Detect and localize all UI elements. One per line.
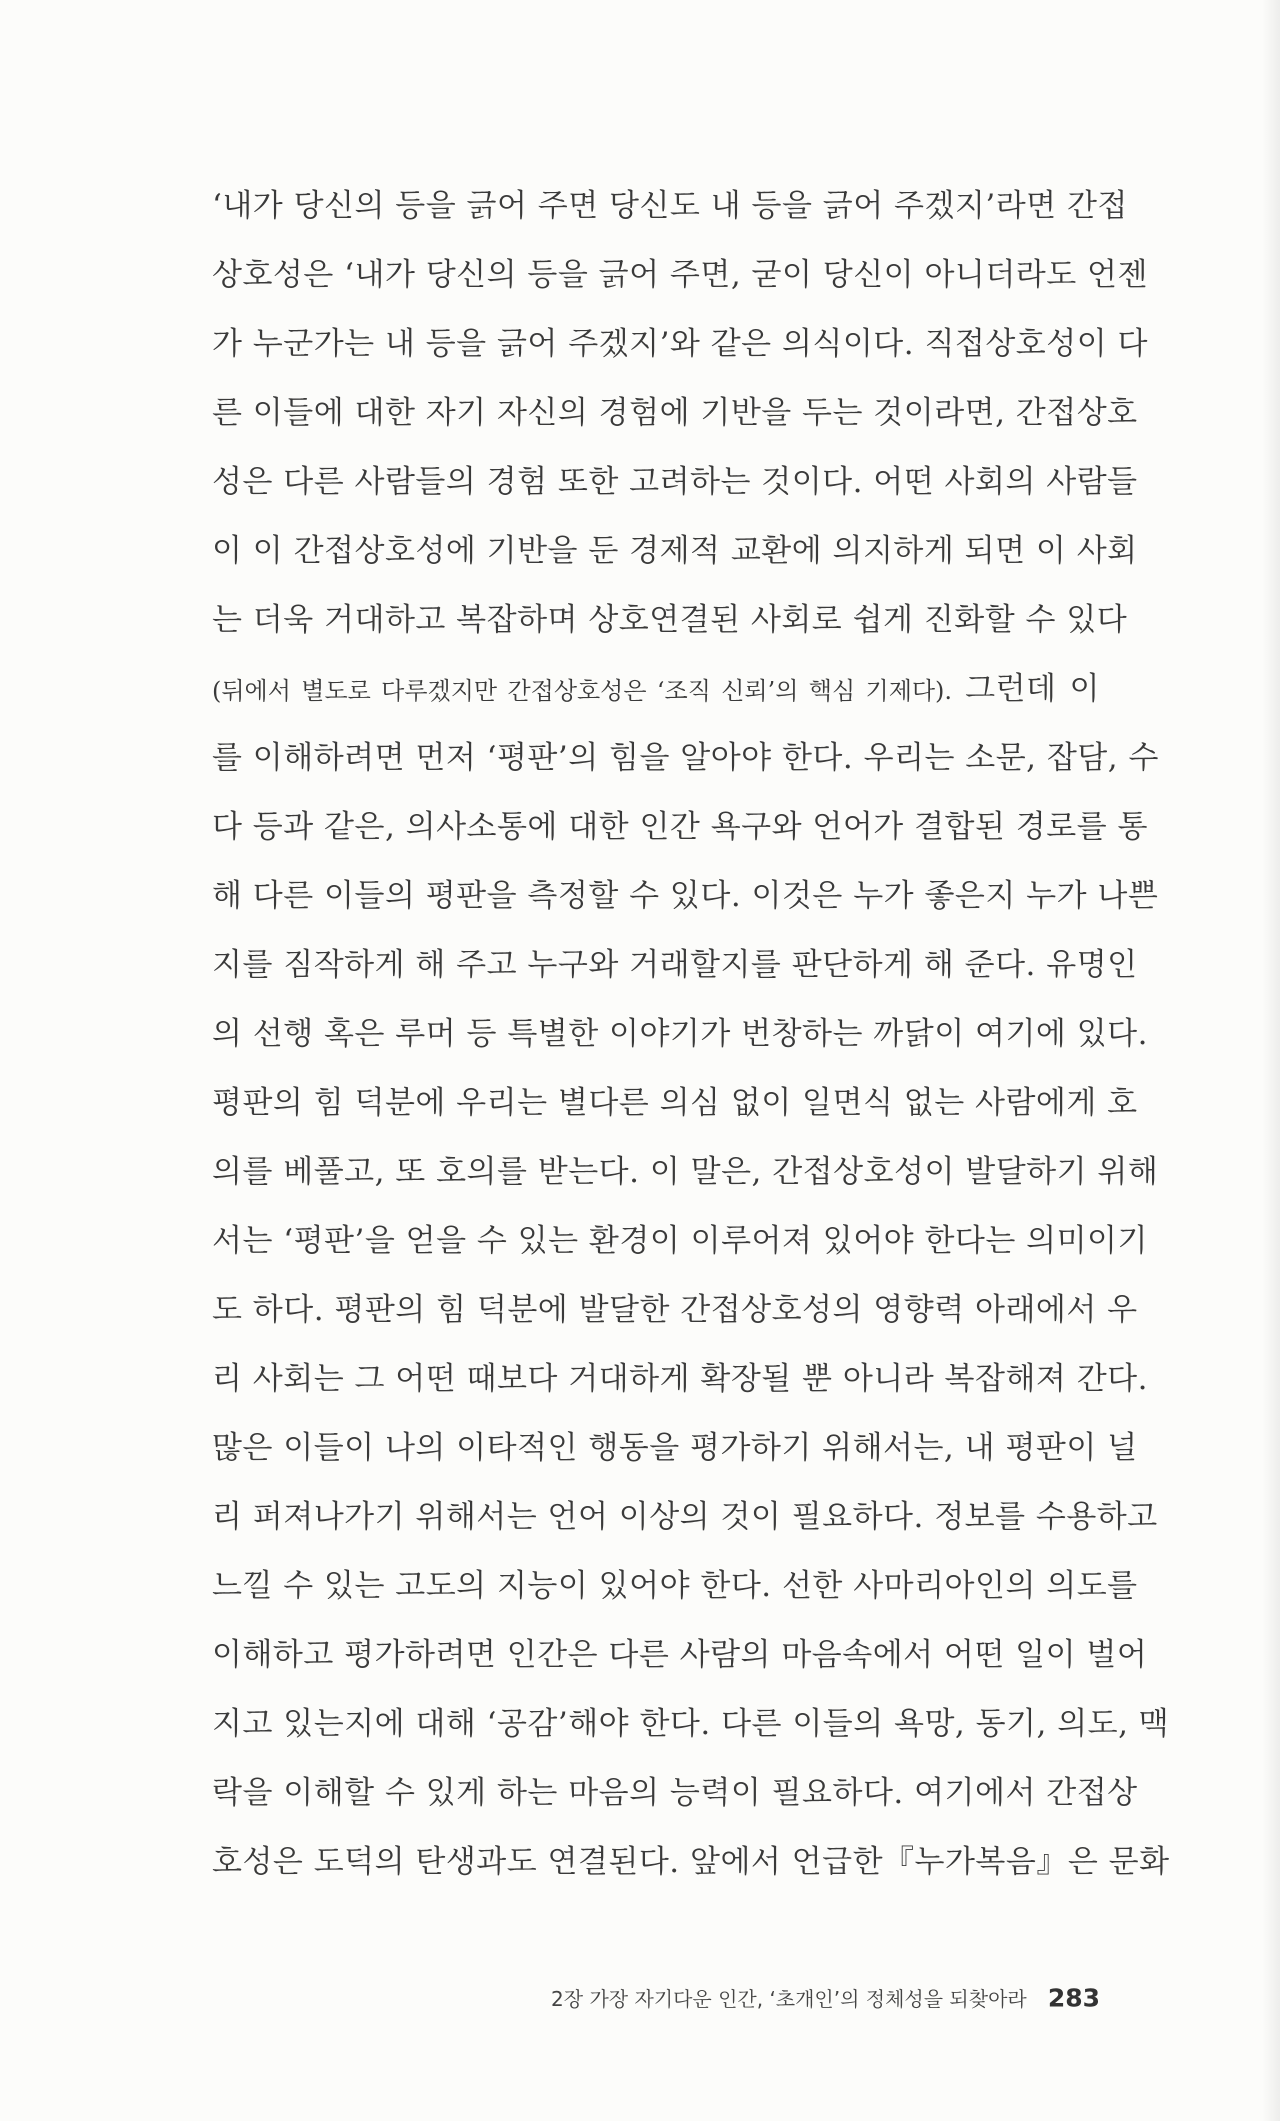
text-line: 도 하다. 평판의 힘 덕분에 발달한 간접상호성의 영향력 아래에서 우: [212, 1292, 1138, 1328]
text-line: 의 선행 혹은 루머 등 특별한 이야기가 번창하는 까닭이 여기에 있다.: [212, 1016, 1148, 1052]
running-footer: [551, 1981, 1100, 2015]
text-line: 리 사회는 그 어떤 때보다 거대하게 확장될 뿐 아니라 복잡해져 간다.: [212, 1361, 1148, 1397]
page-edge-shadow: [1262, 0, 1280, 2121]
text-line: 호성은 도덕의 탄생과도 연결된다. 앞에서 언급한『누가복음』은 문화: [212, 1844, 1170, 1880]
text-line: ‘내가 당신의 등을 긁어 주면 당신도 내 등을 긁어 주겠지’라면 간접: [212, 188, 1128, 224]
text-line: 는 더욱 거대하고 복잡하며 상호연결된 사회로 쉽게 진화할 수 있다: [212, 602, 1128, 638]
text-line: 성은 다른 사람들의 경험 또한 고려하는 것이다. 어떤 사회의 사람들: [212, 464, 1138, 500]
text-line: 많은 이들이 나의 이타적인 행동을 평가하기 위해서는, 내 평판이 널: [212, 1430, 1138, 1466]
text-line: 지고 있는지에 대해 ‘공감’해야 한다. 다른 이들의 욕망, 동기, 의도, 맥: [212, 1706, 1170, 1742]
text-line: 른 이들에 대한 자기 자신의 경험에 기반을 두는 것이라면, 간접상호: [212, 395, 1138, 431]
text-line: 이 이 간접상호성에 기반을 둔 경제적 교환에 의지하게 되면 이 사회: [212, 533, 1138, 569]
text-line-with-note: [212, 655, 1100, 724]
text-line: 평판의 힘 덕분에 우리는 별다른 의심 없이 일면식 없는 사람에게 호: [212, 1085, 1138, 1121]
body-paragraph: [212, 172, 1170, 1897]
parenthetical-note: (뒤에서 별도로 다루겠지만 간접상호성은 ‘조직 신뢰’의 핵심 기제다).: [212, 677, 953, 705]
page-number: 283: [1047, 1983, 1100, 2013]
text-line: 느낄 수 있는 고도의 지능이 있어야 한다. 선한 사마리아인의 의도를: [212, 1568, 1138, 1604]
text-line: 락을 이해할 수 있게 하는 마음의 능력이 필요하다. 여기에서 간접상: [212, 1775, 1138, 1811]
text-line: 리 퍼져나가기 위해서는 언어 이상의 것이 필요하다. 정보를 수용하고: [212, 1499, 1158, 1535]
text-line: 다 등과 같은, 의사소통에 대한 인간 욕구와 언어가 결합된 경로를 통: [212, 809, 1148, 845]
text-line: 서는 ‘평판’을 얻을 수 있는 환경이 이루어져 있어야 한다는 의미이기: [212, 1223, 1148, 1259]
text-line: 의를 베풀고, 또 호의를 받는다. 이 말은, 간접상호성이 발달하기 위해: [212, 1154, 1159, 1190]
text-line: 해 다른 이들의 평판을 측정할 수 있다. 이것은 누가 좋은지 누가 나쁜: [212, 878, 1159, 914]
text-line-continuation: 그런데 이: [952, 671, 1101, 707]
chapter-title: 2장 가장 자기다운 인간, ‘초개인’의 정체성을 되찾아라: [551, 1986, 1027, 2011]
text-line: 이해하고 평가하려면 인간은 다른 사람의 마음속에서 어떤 일이 벌어: [212, 1637, 1148, 1673]
text-line: 가 누군가는 내 등을 긁어 주겠지’와 같은 의식이다. 직접상호성이 다: [212, 326, 1148, 362]
text-line: 상호성은 ‘내가 당신의 등을 긁어 주면, 굳이 당신이 아니더라도 언젠: [212, 257, 1148, 293]
text-line: 지를 짐작하게 해 주고 누구와 거래할지를 판단하게 해 준다. 유명인: [212, 947, 1138, 983]
text-line: 를 이해하려면 먼저 ‘평판’의 힘을 알아야 한다. 우리는 소문, 잡담, 수: [212, 740, 1159, 776]
